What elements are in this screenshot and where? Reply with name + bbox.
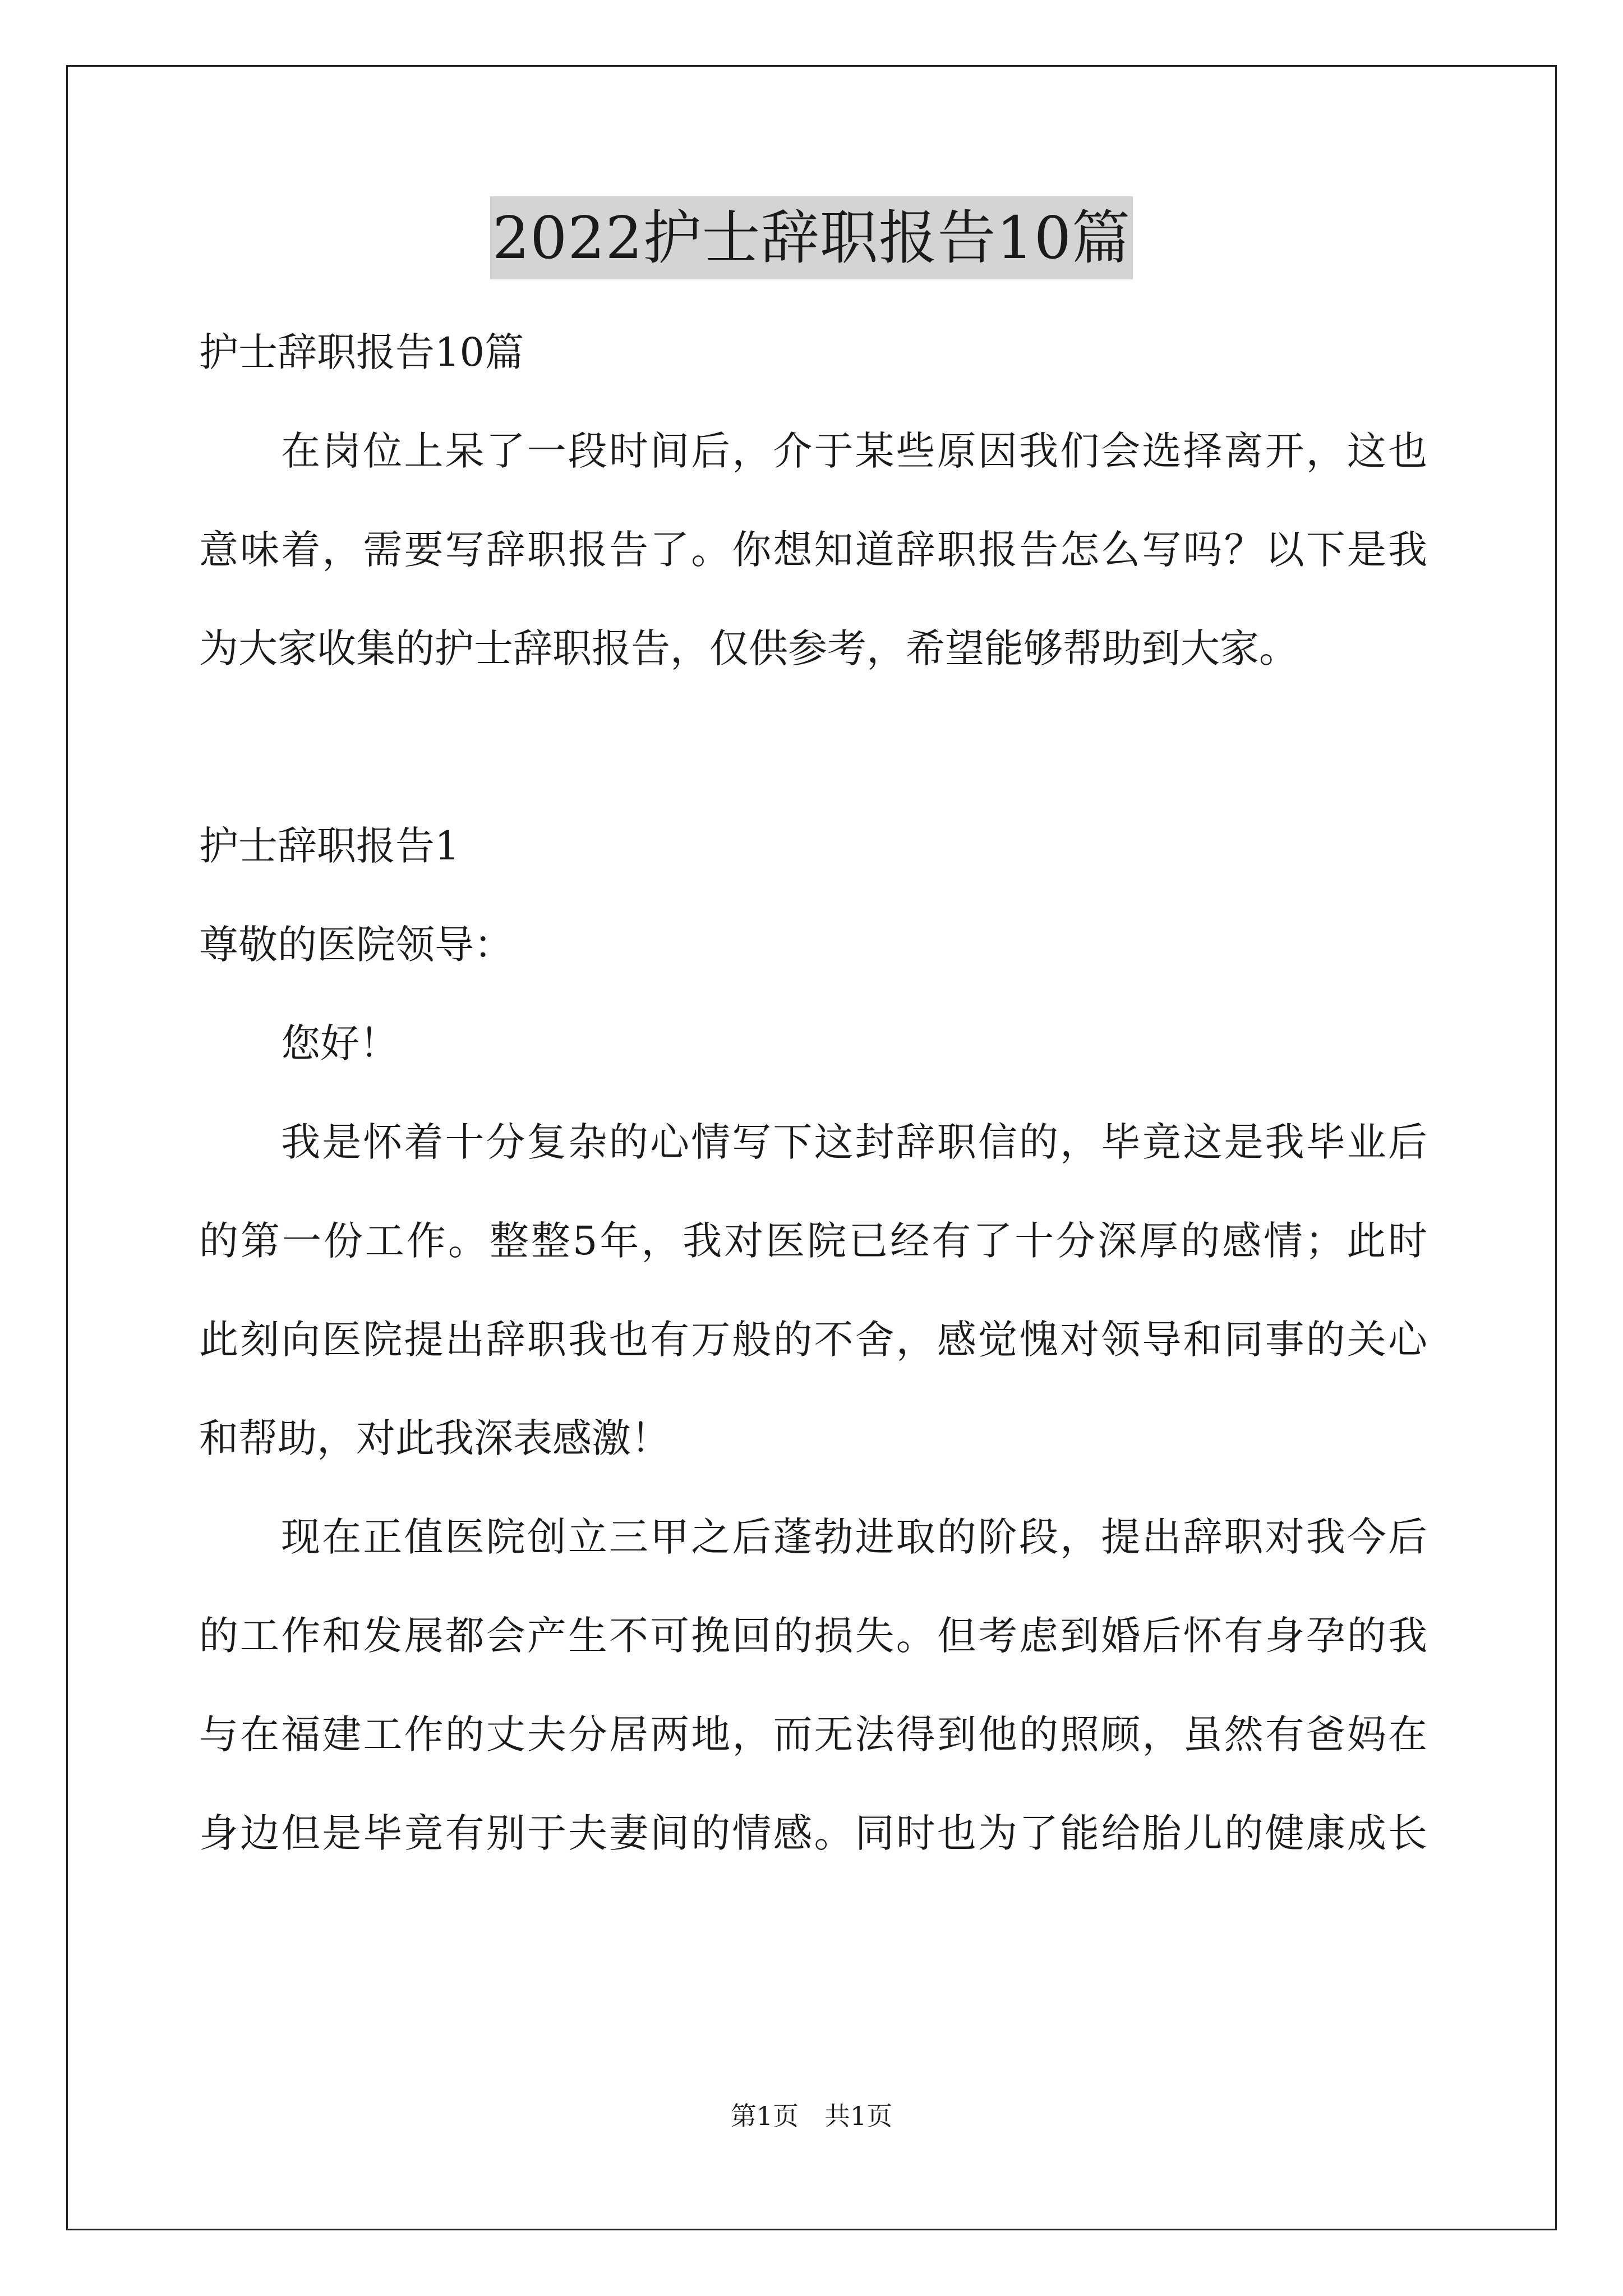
document-title: 2022护士辞职报告10篇 <box>490 196 1133 279</box>
intro-line-1: 在岗位上呆了一段时间后，介于某些原因我们会选择离开，这也 <box>281 428 1427 474</box>
salutation-text: 尊敬的医院领导： <box>199 922 513 968</box>
body-paragraph-2 <box>199 1488 1427 1883</box>
paragraph2-line-2: 的工作和发展都会产生不可挽回的损失。但考虑到婚后怀有身孕的我 <box>199 1613 1427 1659</box>
paragraph2-line-3: 与在福建工作的丈夫分居两地，而无法得到他的照顾，虽然有爸妈在 <box>199 1711 1427 1757</box>
document-body <box>199 303 1427 1883</box>
section-spacer <box>199 698 1427 797</box>
section-heading-text: 护士辞职报告1 <box>199 823 460 869</box>
paragraph2-line-4: 身边但是毕竟有别于夫妻间的情感。同时也为了能给胎儿的健康成长 <box>199 1810 1427 1856</box>
document-subtitle <box>199 303 1427 402</box>
greeting <box>199 994 1427 1093</box>
body-paragraph-1 <box>199 1093 1427 1488</box>
section-heading <box>199 797 1427 895</box>
paragraph1-line-2: 的第一份工作。整整5年，我对医院已经有了十分深厚的感情；此时 <box>199 1218 1427 1264</box>
salutation <box>199 895 1427 994</box>
subtitle-line: 护士辞职报告10篇 <box>199 329 524 375</box>
paragraph1-line-4: 和帮助，对此我深表感激！ <box>199 1415 670 1461</box>
greeting-text: 您好！ <box>281 1020 399 1066</box>
paragraph1-line-1: 我是怀着十分复杂的心情写下这封辞职信的，毕竟这是我毕业后 <box>281 1119 1427 1165</box>
intro-line-3: 为大家收集的护士辞职报告，仅供参考，希望能够帮助到大家。 <box>199 625 1298 671</box>
page-number: 第1页 共1页 <box>730 2101 893 2131</box>
paragraph1-line-3: 此刻向医院提出辞职我也有万般的不舍，感觉愧对领导和同事的关心 <box>199 1317 1427 1363</box>
paragraph2-line-1: 现在正值医院创立三甲之后蓬勃进取的阶段，提出辞职对我今后 <box>281 1514 1427 1560</box>
title-container <box>0 196 1623 279</box>
intro-paragraph <box>199 402 1427 698</box>
intro-line-2: 意味着，需要写辞职报告了。你想知道辞职报告怎么写吗？以下是我 <box>199 527 1427 573</box>
